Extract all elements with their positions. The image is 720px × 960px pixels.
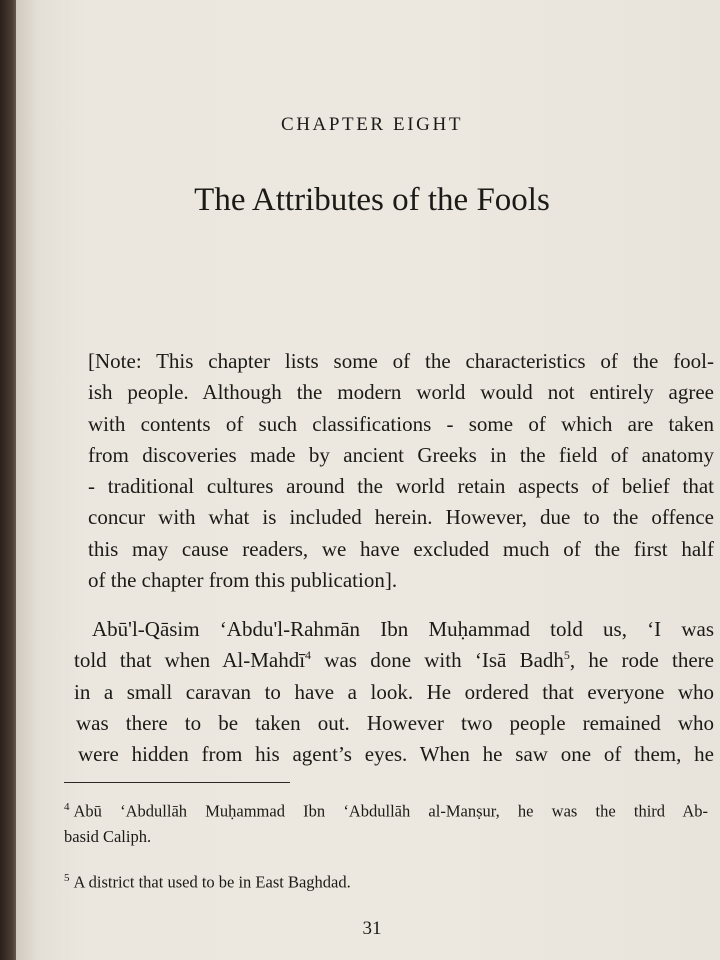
paragraph-line: with contents of such classifications - some of which are taken [88, 411, 714, 436]
book-page [16, 0, 720, 960]
paragraph-line: [Note: This chapter lists some of the characteristics of the fool- [88, 349, 714, 373]
paragraph-line: ish people. Although the modern world would not entirely agree [88, 380, 714, 405]
paragraph-line: - traditional cultures around the world retain aspects of belief that [88, 474, 714, 499]
chapter-label: CHAPTER EIGHT [280, 114, 464, 135]
footnote-ref: 4 [305, 648, 312, 663]
footnote-4 [64, 795, 708, 849]
paragraph-line: Abū'l-Qāsim ‘Abdu'l-Rahmān Ibn Muḥammad told us, ‘I was [92, 617, 714, 641]
paragraph-line: concur with what is included herein. However, due to the offence [88, 505, 714, 530]
paragraph-line: was there to be taken out. However two people remained who [76, 710, 714, 735]
line-text: told that when Al-Mahdī [74, 648, 306, 673]
footnote-number: 4 [64, 801, 70, 813]
chapter-title: The Attributes of the Fools [194, 182, 550, 218]
paragraph-line: from discoveries made by ancient Greeks in the field of anatomy [88, 442, 714, 467]
paragraph-line [74, 645, 714, 676]
footnote-text: A district that used to be in East Baghdad. [73, 872, 351, 892]
paragraph-line: were hidden from his agent’s eyes. When he saw one of them, he [78, 742, 714, 767]
line-text: , he rode there [569, 648, 714, 673]
footnote-line [64, 795, 708, 824]
note-paragraph [88, 346, 714, 596]
footnote-divider [64, 782, 290, 783]
footnote-line: basid Caliph. [64, 826, 152, 846]
paragraph-line: of the chapter from this publication]. [88, 568, 398, 593]
paragraph-line: this may cause readers, we have excluded much of the first half [88, 536, 714, 561]
footnote-text: Abū ‘Abdullāh Muḥammad Ibn ‘Abdullāh al-Manṣur, he was the third Ab- [73, 801, 708, 821]
narrative-paragraph [74, 614, 714, 770]
line-text: was done with ‘Isā Badh [311, 648, 564, 673]
footnote-number: 5 [64, 872, 70, 884]
footnote-5 [64, 866, 708, 895]
footnote-line [64, 866, 708, 895]
footnote-ref: 5 [563, 648, 570, 663]
page-number: 31 [362, 918, 382, 939]
paragraph-line: in a small caravan to have a look. He ordered that everyone who [74, 679, 714, 704]
